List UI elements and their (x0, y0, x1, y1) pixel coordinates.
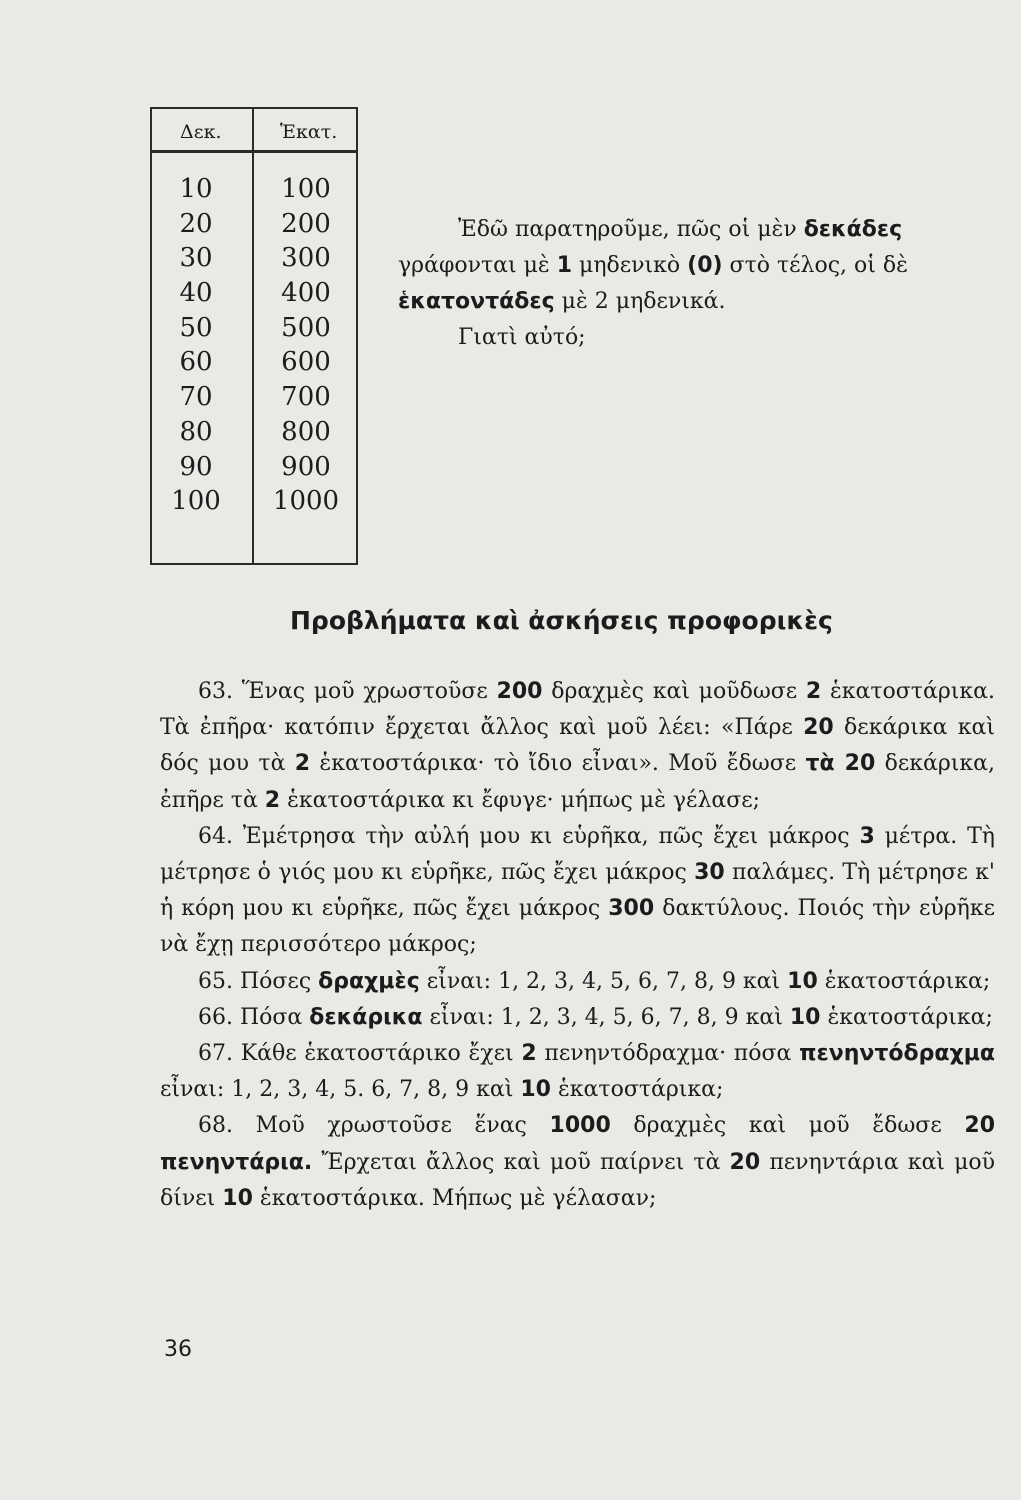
table-cell: 10 (179, 174, 213, 204)
table-cell: 100 (281, 174, 331, 204)
table-cell: 60 (179, 347, 213, 378)
problem-63: 63. Ἕνας μοῦ χρωστοῦσε 200 δραχμὲς καὶ μοῦδωσε 2 ἑκατοστάρικα. Τὰ ἐπῆρα· κατόπιν ἔρχεται ἄλλος καὶ μοῦ λέει: «Πάρε 20 δεκάρικα καὶ δός μου τὰ 2 ἑκατοστάρικα· τὸ ἴδιο εἶναι». Μοῦ ἔδωσε τὰ 20 δεκάρικα, ἐπῆρε τὰ 2 ἑκατοστάρικα κι ἔφυγε· μήπως μὲ γέλασε; (160, 679, 996, 813)
tens-header: Δεκ. (180, 121, 222, 143)
column-divider (252, 109, 254, 563)
table-cell: 50 (179, 312, 213, 343)
problem-64: 64. Ἐμέτρησα τὴν αὐλή μου κι εὑρῆκα, πῶς ἔχει μάκρος 3 μέτρα. Τὴ μέτρησε ὁ γιός μου κι εὑρῆκε, πῶς ἔχει μάκρος 30 παλάμες. Τὴ μέτρησε κ' ἡ κόρη μου κι εὑρῆκε, πῶς ἔχει μάκρος 300 δακτύλους. Ποιός τὴν εὑρῆκε νὰ ἔχῃ περισσότερο μάκρος; (160, 823, 995, 958)
table-cell: 100 (171, 486, 221, 517)
table-cell: 30 (179, 243, 213, 274)
tens-column (156, 172, 236, 519)
table-cell: 70 (179, 382, 213, 413)
table-cell: 500 (281, 312, 331, 343)
table-cell: 400 (281, 278, 331, 309)
note-paragraph: Ἐδῶ παρατηροῦμε, πῶς οἱ μὲν δεκάδες γράφονται μὲ 1 μηδενικὸ (0) στὸ τέλος, οἱ δὲ ἑκατοντάδες μὲ 2 μηδενικά. (398, 217, 908, 314)
page-number: 36 (164, 1337, 192, 1362)
table-cell: 1000 (272, 486, 340, 517)
section-title: Προβλήματα καὶ ἀσκήσεις προφορικὲς (290, 606, 833, 635)
hundreds-column (266, 172, 346, 519)
table-cell: 80 (179, 416, 213, 447)
problem-68: 68. Μοῦ χρωστοῦσε ἕνας 1000 δραχμὲς καὶ μοῦ ἔδωσε 20 πενηντάρια. Ἔρχεται ἄλλος καὶ μοῦ παίρνει τὰ 20 πενηντάρια καὶ μοῦ δίνει 10 ἑκατοστάρικα. Μήπως μὲ γέλασαν; (160, 1113, 996, 1211)
table-cell: 900 (281, 451, 331, 482)
problems-list (160, 674, 995, 1217)
table-cell: 90 (179, 451, 213, 482)
table-cell: 40 (179, 278, 213, 309)
table-cell: 200 (281, 208, 331, 239)
hundreds-header: Ἑκατ. (280, 121, 338, 143)
table-note (398, 212, 988, 356)
table-cell: 300 (281, 243, 331, 274)
problem-66: 66. Πόσα δεκάρικα εἶναι: 1, 2, 3, 4, 5, 6, 7, 8, 9 καὶ 10 ἑκατοστάρικα; (198, 1004, 993, 1030)
problem-67: 67. Κάθε ἑκατοστάρικο ἔχει 2 πενηντόδραχμα· πόσα πενηντόδραχμα εἶναι: 1, 2, 3, 4, 5. 6, 7, 8, 9 καὶ 10 ἑκατοστάρικα; (160, 1041, 996, 1103)
table-cell: 600 (281, 347, 331, 378)
note-question: Γιατὶ αὐτό; (458, 325, 586, 350)
table-cell: 800 (281, 416, 331, 447)
problem-65: 65. Πόσες δραχμὲς εἶναι: 1, 2, 3, 4, 5, 6, 7, 8, 9 καὶ 10 ἑκατοστάρικα; (198, 968, 991, 994)
table-cell: 20 (179, 208, 213, 239)
table-header (152, 109, 356, 153)
table-cell: 700 (281, 382, 331, 413)
